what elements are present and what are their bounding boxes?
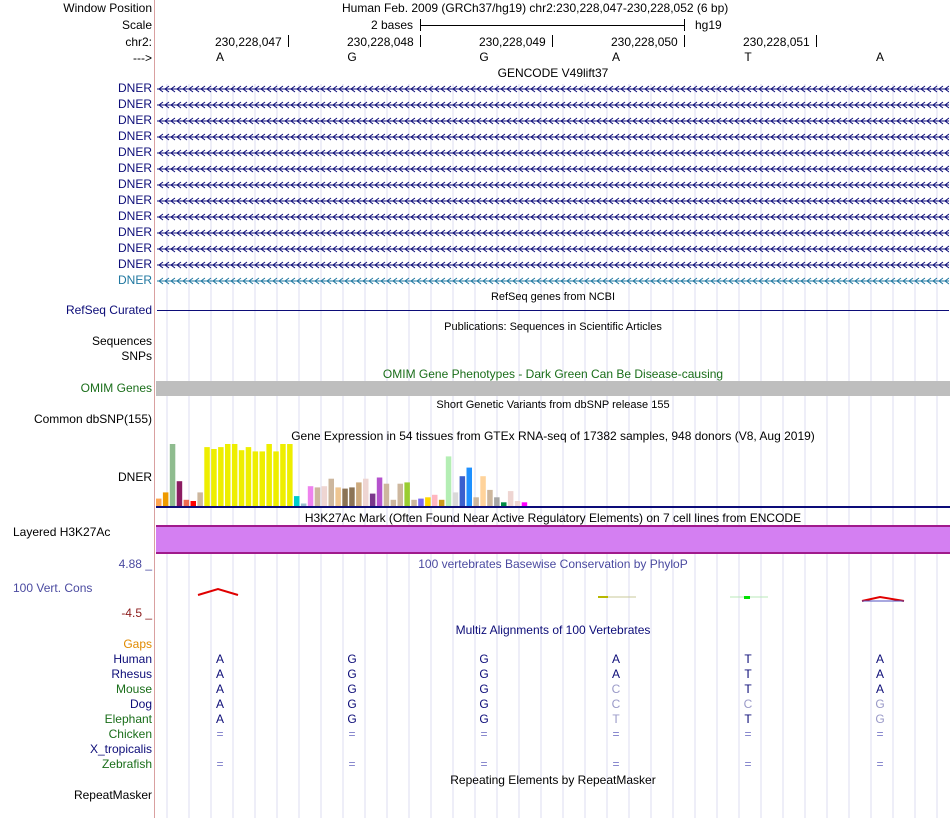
alignment-base: T: [744, 667, 752, 681]
phylop-peak-4: [862, 597, 904, 601]
gencode-transcript-label[interactable]: DNER: [117, 81, 152, 95]
gtex-bar-minor-salivary: [411, 500, 417, 506]
gencode-transcript-label[interactable]: DNER: [117, 193, 152, 207]
gtex-bar-brain-cerebellar-hemisphere: [225, 444, 231, 506]
phylop-green-mark: [744, 596, 750, 599]
ruler-position-label: 230,228,050: [611, 35, 678, 49]
alignment-base: G: [479, 712, 489, 726]
alignment-base: G: [479, 667, 489, 681]
publications-track-title: Publications: Sequences in Scientific Articles: [444, 321, 662, 333]
scale-bases-text: 2 bases: [371, 18, 414, 32]
gencode-transcript-label[interactable]: DNER: [117, 145, 152, 159]
gencode-transcript-label[interactable]: DNER: [117, 209, 152, 223]
alignment-base: =: [216, 757, 224, 771]
gtex-bar-testis: [494, 497, 500, 506]
gencode-transcript-line[interactable]: [157, 195, 949, 207]
gencode-transcript-label[interactable]: DNER: [117, 241, 152, 255]
scale-bar-right-tick: [684, 19, 685, 31]
alignment-base: A: [215, 682, 224, 696]
alignment-base: =: [876, 727, 884, 741]
gtex-bar-cells-fibroblasts: [301, 504, 307, 507]
gaps-label[interactable]: Gaps: [123, 637, 152, 651]
alignment-base: G: [875, 712, 885, 726]
gtex-bar-whole-blood: [522, 502, 528, 506]
gencode-transcript-line[interactable]: [157, 227, 949, 239]
phylop-label[interactable]: 100 Vert. Cons: [13, 581, 93, 595]
phylop-track-title: 100 vertebrates Basewise Conservation by PhyloP: [418, 557, 688, 571]
alignment-base: =: [348, 727, 356, 741]
alignment-base: A: [215, 712, 224, 726]
alignment-base: G: [479, 697, 489, 711]
gtex-bar-adipose-subcutaneous: [156, 499, 162, 506]
gencode-transcript-label[interactable]: DNER: [117, 225, 152, 239]
gencode-transcript-line[interactable]: [157, 179, 949, 191]
gtex-label[interactable]: DNER: [117, 470, 152, 484]
gtex-bar-nerve-tibial: [425, 497, 431, 506]
repeatmasker-track-title: Repeating Elements by RepeatMasker: [450, 773, 656, 787]
gencode-transcript-line[interactable]: [157, 275, 949, 287]
species-label-chicken[interactable]: Chicken: [108, 727, 152, 741]
gtex-bar-spleen: [480, 476, 486, 506]
omim-gene-bar[interactable]: [156, 381, 950, 396]
reference-base: T: [744, 50, 752, 64]
reference-base: G: [347, 50, 357, 64]
alignment-base: G: [875, 697, 885, 711]
ruler-tick: [552, 35, 553, 47]
alignment-base: A: [875, 682, 884, 696]
species-label-zebrafish[interactable]: Zebrafish: [101, 757, 152, 771]
gtex-bar-chart[interactable]: [156, 444, 950, 510]
window-position-label: Window Position: [63, 1, 152, 15]
gencode-transcript-line[interactable]: [157, 115, 949, 127]
h3k27ac-track-title: H3K27Ac Mark (Often Found Near Active Regulatory Elements) on 7 cell lines from ENCODE: [304, 511, 802, 525]
alignment-base: =: [876, 757, 884, 771]
refseq-track-title: RefSeq genes from NCBI: [490, 291, 616, 303]
gtex-bar-pituitary: [446, 456, 452, 506]
alignment-base: A: [215, 652, 224, 666]
ruler-tick: [420, 35, 421, 47]
phylop-wiggle[interactable]: [156, 584, 950, 604]
alignment-base: G: [347, 652, 357, 666]
gtex-bar-cervix-ectocervix: [315, 487, 321, 506]
sequences-label[interactable]: Sequences: [91, 334, 152, 348]
gtex-bar-brain-cortex: [239, 450, 245, 506]
alignment-base: A: [611, 667, 620, 681]
gencode-transcript-label[interactable]: DNER: [117, 97, 152, 111]
gencode-transcript-label[interactable]: DNER: [117, 273, 152, 287]
scale-bar: [420, 25, 685, 26]
gencode-track-title: GENCODE V49lift37: [497, 66, 609, 80]
gtex-bar-brain-cerebellum: [232, 444, 238, 506]
gencode-transcript-label[interactable]: DNER: [117, 177, 152, 191]
gtex-bar-lung: [404, 482, 410, 506]
snps-label[interactable]: SNPs: [121, 349, 152, 363]
alignment-base: G: [347, 667, 357, 681]
alignment-base: T: [744, 682, 752, 696]
ruler-tick: [288, 35, 289, 47]
reference-base: A: [215, 50, 224, 64]
gtex-bar-adipose-visceral: [163, 492, 169, 506]
gtex-bar-skin-exposed: [467, 468, 473, 506]
gtex-bar-fallopian-tube: [363, 479, 369, 506]
phylop-min-label: -4.5 _: [121, 606, 152, 620]
gtex-bar-brain-caudate: [218, 447, 224, 506]
gtex-bar-esophagus-junction: [342, 489, 348, 506]
gtex-bar-brain-frontal-cortex: [246, 447, 252, 506]
label-divider: [154, 0, 155, 818]
alignment-base: A: [875, 667, 884, 681]
gtex-bar-brain-hypothalamus: [260, 451, 266, 506]
gtex-bar-brain-hippocampus: [253, 451, 259, 506]
gtex-bar-artery-coronary: [184, 500, 190, 506]
ruler-position-label: 230,228,051: [743, 35, 810, 49]
gtex-bar-cells-lymphocytes: [308, 486, 314, 506]
chrom-label: chr2:: [125, 35, 152, 49]
h3k27ac-label[interactable]: Layered H3K27Ac: [13, 525, 111, 539]
ruler-tick: [684, 35, 685, 47]
species-label-x_tropicalis[interactable]: X_tropicalis: [89, 742, 152, 756]
gtex-bar-uterus: [508, 491, 514, 506]
reference-base: A: [875, 50, 884, 64]
gencode-transcript-line[interactable]: [157, 83, 949, 95]
gtex-bar-brain-nucleus-accumbens: [266, 444, 272, 506]
alignment-base: G: [347, 712, 357, 726]
alignment-base: C: [611, 682, 621, 696]
multiz-track-title: Multiz Alignments of 100 Vertebrates: [455, 623, 651, 637]
alignment-base: =: [480, 727, 488, 741]
gtex-bar-prostate: [453, 492, 459, 506]
gtex-bar-heart-atrial: [370, 494, 376, 506]
gtex-bar-brain-amygdala: [204, 447, 210, 506]
strand-label: --->: [133, 51, 152, 65]
phylop-peak-1: [198, 589, 238, 595]
refseq-gene-line[interactable]: [157, 310, 949, 311]
gtex-bar-artery-tibial: [191, 501, 197, 506]
ruler-position-label: 230,228,047: [215, 35, 282, 49]
gencode-transcript-line[interactable]: [157, 147, 949, 159]
gencode-transcript-label[interactable]: DNER: [117, 257, 152, 271]
gtex-track-title: Gene Expression in 54 tissues from GTEx RNA-seq of 17382 samples, 948 donors (V8, Aug 2019): [291, 429, 815, 443]
alignment-base: T: [744, 712, 752, 726]
gencode-transcript-label[interactable]: DNER: [117, 129, 152, 143]
reference-base: G: [479, 50, 489, 64]
gtex-bar-brain-anterior-cingulate: [211, 449, 217, 506]
alignment-base: C: [611, 697, 621, 711]
gtex-bar-colon-sigmoid: [329, 479, 335, 506]
alignment-base: C: [743, 697, 753, 711]
gtex-bar-artery-aorta: [177, 481, 183, 506]
gencode-transcript-line[interactable]: [157, 211, 949, 223]
omim-track-title: OMIM Gene Phenotypes - Dark Green Can Be Disease-causing: [382, 367, 724, 381]
gencode-transcript-label[interactable]: DNER: [117, 161, 152, 175]
gtex-bar-bladder: [197, 492, 203, 506]
dbsnp-label[interactable]: Common dbSNP(155): [33, 412, 152, 426]
gencode-transcript-line[interactable]: [157, 131, 949, 143]
alignment-base: =: [744, 727, 752, 741]
gtex-bar-kidney-cortex: [384, 484, 390, 506]
alignment-base: A: [611, 652, 620, 666]
alignment-base: T: [612, 712, 620, 726]
species-label-human[interactable]: Human: [113, 652, 152, 666]
ruler-position-label: 230,228,049: [479, 35, 546, 49]
alignment-base: =: [612, 727, 620, 741]
alignment-base: =: [612, 757, 620, 771]
reference-base: A: [611, 50, 620, 64]
gtex-bar-ovary: [432, 495, 438, 506]
repeatmasker-label[interactable]: RepeatMasker: [73, 788, 152, 802]
gtex-bar-esophagus-mucosa: [349, 487, 355, 506]
species-label-dog[interactable]: Dog: [129, 697, 152, 711]
alignment-base: =: [480, 757, 488, 771]
alignment-base: A: [215, 697, 224, 711]
alignment-base: =: [744, 757, 752, 771]
gencode-transcript-line[interactable]: [157, 259, 949, 271]
gtex-bar-breast: [294, 496, 300, 506]
gtex-bar-liver: [398, 484, 404, 506]
dbsnp-track-title: Short Genetic Variants from dbSNP release 155: [436, 399, 670, 411]
scale-label: Scale: [121, 18, 152, 32]
h3k27ac-signal[interactable]: [156, 525, 950, 554]
window-position-text: Human Feb. 2009 (GRCh37/hg19) chr2:230,228,047-230,228,052 (6 bp): [342, 1, 729, 15]
gtex-bar-brain-spinal-cord: [280, 444, 286, 506]
gtex-bar-stomach: [487, 490, 493, 506]
gtex-bar-vagina: [515, 501, 521, 506]
gtex-bar-skin-not-exposed: [460, 476, 466, 506]
alignment-base: G: [479, 652, 489, 666]
refseq-label[interactable]: RefSeq Curated: [65, 303, 152, 317]
gtex-bar-adrenal: [170, 444, 176, 506]
omim-label[interactable]: OMIM Genes: [80, 381, 152, 395]
gencode-transcript-line[interactable]: [157, 243, 949, 255]
alignment-base: G: [347, 697, 357, 711]
gencode-transcript-line[interactable]: [157, 99, 949, 111]
alignment-base: G: [347, 682, 357, 696]
alignment-base: G: [479, 682, 489, 696]
gtex-bar-brain-putamen: [273, 451, 279, 506]
alignment-base: A: [215, 667, 224, 681]
gtex-bar-esophagus-muscularis: [356, 482, 362, 506]
gtex-bar-thyroid: [501, 502, 507, 506]
gtex-bar-heart-left-ventricle: [377, 478, 383, 507]
phylop-max-label: 4.88 _: [118, 557, 152, 571]
gtex-bar-kidney-medulla: [391, 500, 397, 506]
gencode-transcript-line[interactable]: [157, 163, 949, 175]
ruler-tick: [816, 35, 817, 47]
gtex-bar-small-intestine: [473, 497, 479, 506]
gtex-bar-brain-substantia-nigra: [287, 444, 293, 506]
alignment-base: A: [875, 652, 884, 666]
alignment-base: T: [744, 652, 752, 666]
alignment-base: =: [216, 727, 224, 741]
ruler-position-label: 230,228,048: [347, 35, 414, 49]
species-label-elephant[interactable]: Elephant: [104, 712, 152, 726]
scale-assembly-text: hg19: [695, 18, 722, 32]
species-label-mouse[interactable]: Mouse: [115, 682, 152, 696]
gtex-bar-muscle-skeletal: [418, 499, 424, 506]
species-label-rhesus[interactable]: Rhesus: [111, 667, 152, 681]
gtex-bar-pancreas: [439, 500, 445, 506]
alignment-base: =: [348, 757, 356, 771]
gtex-bar-cervix-endocervix: [322, 486, 328, 506]
gencode-transcript-label[interactable]: DNER: [117, 113, 152, 127]
gtex-bar-colon-transverse: [335, 487, 341, 506]
